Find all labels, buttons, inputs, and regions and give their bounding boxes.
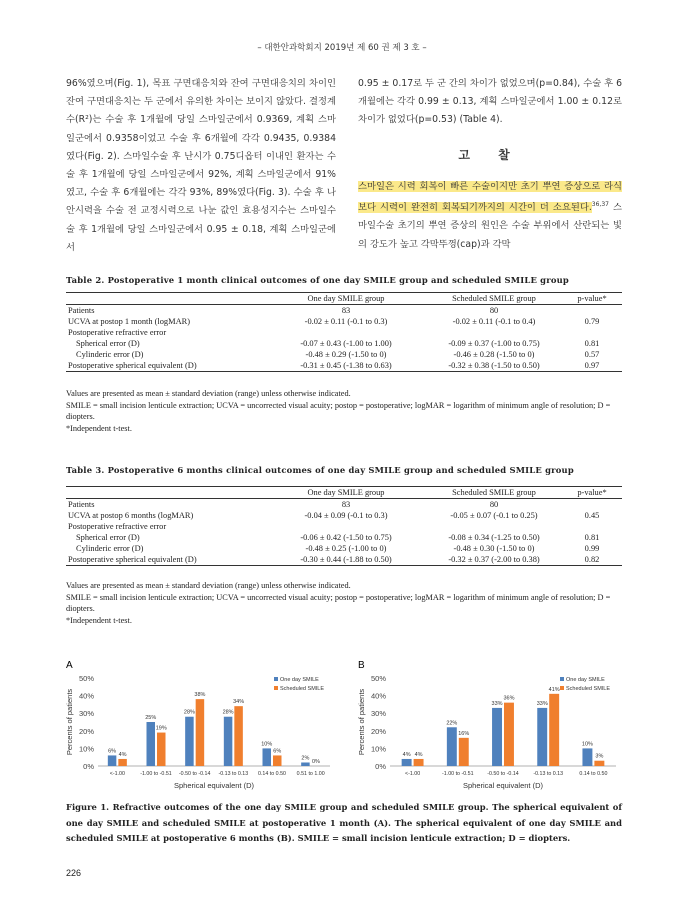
bar-one-day <box>582 748 592 766</box>
x-tick-label: 0.51 to 1.00 <box>296 771 325 777</box>
table3-cell-scheduled: -0.05 ± 0.07 (-0.1 to 0.25) <box>450 511 538 520</box>
table2-cell-pvalue: 0.57 <box>584 350 600 359</box>
table3-header-blank <box>66 487 266 499</box>
table3-row-label: Patients <box>68 500 95 509</box>
left-column <box>66 75 336 257</box>
bar-scheduled <box>118 759 127 766</box>
table3-row <box>66 510 622 521</box>
bar-data-label: 41% <box>548 686 560 693</box>
bar-data-label: 25% <box>145 715 157 721</box>
table3-cell-scheduled: -0.48 ± 0.30 (-1.50 to 0) <box>453 544 535 553</box>
x-tick-label: <-1.00 <box>109 771 125 777</box>
x-tick-label: -0.50 to -0.14 <box>487 771 519 777</box>
bar-data-label: 4% <box>414 751 423 758</box>
y-axis-label: Percents of patients <box>65 688 74 756</box>
table3-row-label: Spherical error (D) <box>76 533 140 542</box>
legend-label: Scheduled SMILE <box>280 686 325 692</box>
table2-cell-one-day: -0.48 ± 0.29 (-1.50 to 0) <box>305 350 387 359</box>
table2-cell-scheduled: -0.32 ± 0.38 (-1.50 to 0.50) <box>426 360 562 372</box>
bar-one-day <box>301 762 310 766</box>
bar-one-day <box>262 748 271 766</box>
legend-swatch <box>560 677 564 681</box>
table2-header-blank <box>66 293 266 305</box>
table3-row-label: Postoperative spherical equivalent (D) <box>66 554 266 566</box>
bar-one-day <box>146 722 155 766</box>
bar-data-label: 3% <box>595 753 604 760</box>
legend-label: One day SMILE <box>280 677 319 683</box>
section-title: 고 찰 <box>458 147 522 162</box>
table2-row <box>66 305 622 317</box>
table2-cell-one-day: 83 <box>341 306 351 315</box>
bar-scheduled <box>504 703 514 766</box>
table3-cell-one-day: -0.48 ± 0.25 (-1.00 to 0) <box>305 544 387 553</box>
y-tick-label: 30% <box>78 709 94 719</box>
reference-superscript: 36,37 <box>591 201 609 209</box>
bar-data-label: 4% <box>402 751 411 758</box>
bar-data-label: 0% <box>311 759 320 765</box>
table2-cell-pvalue: 0.97 <box>562 360 622 372</box>
bar-data-label: 38% <box>194 692 206 699</box>
y-tick-label: 10% <box>78 744 94 754</box>
table2-caption: Table 2. Postoperative 1 month clinical outcomes of one day SMILE group and scheduled SMILE group <box>66 275 569 285</box>
bar-data-label: 33% <box>536 700 548 707</box>
table2-note: Values are presented as mean ± standard deviation (range) unless otherwise indicated. <box>66 389 351 398</box>
x-tick-label: 0.14 to 0.50 <box>579 771 608 777</box>
table3-cell-scheduled: -0.08 ± 0.34 (-1.25 to 0.50) <box>448 533 540 542</box>
bar-scheduled <box>196 699 205 766</box>
y-axis-label: Percents of patients <box>357 688 366 756</box>
table3-header-scheduled: Scheduled SMILE group <box>426 487 562 499</box>
table2-notes <box>66 388 622 434</box>
table2-cell-pvalue: 0.79 <box>584 317 600 326</box>
bar-data-label: 10% <box>581 741 593 748</box>
bar-scheduled <box>157 733 166 766</box>
table2-cell-one-day <box>266 327 426 338</box>
table2-cell-pvalue <box>562 327 622 338</box>
bar-one-day <box>492 708 502 766</box>
table2-header-pvalue: p-value* <box>562 293 622 305</box>
bar-data-label: 6% <box>273 748 282 755</box>
x-axis-label: Spherical equivalent (D) <box>173 781 255 790</box>
table2-row-label: Postoperative spherical equivalent (D) <box>66 360 266 372</box>
figure-caption: Figure 1. Refractive outcomes of the one day SMILE group and scheduled SMILE group. The spherical equivalent of one day SMILE and scheduled SMILE at postoperative 1 month (A). The spherical equivalent of one day SMILE and scheduled SMILE at postoperative 6 months (B). SMILE = small incision lenticule extraction; D = diopters. <box>66 802 622 843</box>
table3-row <box>66 554 622 566</box>
table3-row <box>66 543 622 554</box>
table3-cell-pvalue <box>562 521 622 532</box>
table3-notes <box>66 580 622 626</box>
y-tick-label: 0% <box>375 762 386 771</box>
table2-row <box>66 349 622 360</box>
table3-row <box>66 532 622 543</box>
bar-data-label: 16% <box>458 730 470 737</box>
table3-cell-scheduled <box>426 521 562 532</box>
bar-one-day <box>108 755 117 766</box>
bar-scheduled <box>414 759 424 766</box>
table2-cell-one-day: -0.07 ± 0.43 (-1.00 to 1.00) <box>300 339 392 348</box>
table2-cell-pvalue: 0.81 <box>584 339 600 348</box>
x-tick-label: -0.50 to -0.14 <box>178 771 211 777</box>
right-column <box>358 75 622 254</box>
bar-data-label: 19% <box>155 725 167 732</box>
right-paragraph-1: 0.95 ± 0.17로 두 군 간의 차이가 없었으며(p=0.84), 수술 후 6개월에는 각각 0.99 ± 0.13, 계획 스마일군에서 1.00 ± 0.12로 차이가 없었다(p=0.53) (Table 4). <box>358 78 622 126</box>
bar-scheduled <box>459 738 469 766</box>
table3-cell-pvalue <box>562 499 622 511</box>
table3-cell-one-day: 83 <box>341 500 351 509</box>
bar-data-label: 33% <box>491 700 503 707</box>
table2-row-label: Cylinderic error (D) <box>76 350 144 359</box>
table2-header-row <box>66 293 622 305</box>
table3-row <box>66 499 622 511</box>
left-paragraph: 96%였으며(Fig. 1), 목표 구면대응치와 잔여 구면대응치의 차이인 잔여 구면대응치는 두 군에서 유의한 차이는 보이지 않았다. 결정계수(R²)는 수술 후 1개월에 당일 스마일군에서 0.9369, 계획 스마일군에서 0.9358이었고 수술 후 6개월에 각각 0.9435, 0.9384였다(Fig. 2). 스마일수술 후 난시가 0.75디옵터 이내인 환자는 수술 후 1개월에 당일 스마일군에서 92%, 계획 스마일군에서 91%였고, 수술 후 6개월에는 각각 93%, 89%였다(Fig. 3). 수술 후 나안시력을 수술 전 교정시력으로 나눈 값인 효용성지수는 스마일수술 후 1개월에 당일 스마일군에서 0.95 ± 0.18, 계획 스마일군에서 <box>66 78 336 253</box>
table3-cell-scheduled: 80 <box>489 500 499 509</box>
table2-row <box>66 360 622 372</box>
panel-label: A <box>66 660 73 671</box>
bar-data-label: 28% <box>222 709 234 716</box>
chart-panel-a <box>60 660 336 790</box>
table3-note: *Independent t-test. <box>66 615 132 625</box>
x-tick-label: -1.00 to -0.51 <box>140 771 172 777</box>
bar-one-day <box>185 717 194 766</box>
highlighted-text: 스마일은 시력 회복이 빠른 수술이지만 초기 뿌연 증상으로 라식보다 시력이 완전히 회복되기까지의 시간이 더 소요된다. <box>358 180 622 214</box>
y-tick-label: 20% <box>370 726 386 736</box>
table2-cell-scheduled: -0.46 ± 0.28 (-1.50 to 0) <box>453 350 535 359</box>
table2-row <box>66 327 622 338</box>
bar-one-day <box>447 727 457 766</box>
table3-row-label: Cylinderic error (D) <box>76 544 144 553</box>
table3 <box>66 486 622 566</box>
y-tick-label: 40% <box>78 691 94 701</box>
bar-data-label: 22% <box>446 720 458 727</box>
bar-one-day <box>537 708 547 766</box>
table3-row-label: UCVA at postop 6 months (logMAR) <box>68 511 194 520</box>
table2-row-label: Postoperative refractive error <box>68 328 167 337</box>
bar-data-label: 28% <box>183 709 195 716</box>
table3-header-row <box>66 487 622 499</box>
bar-data-label: 2% <box>301 755 310 762</box>
bar-data-label: 36% <box>503 695 515 702</box>
table2-row-label: UCVA at postop 1 month (logMAR) <box>68 317 190 326</box>
table2-row <box>66 316 622 327</box>
x-tick-label: <-1.00 <box>405 771 421 777</box>
panel-label: B <box>358 660 365 671</box>
table3-cell-pvalue: 0.82 <box>562 554 622 566</box>
table2-header-one-day: One day SMILE group <box>266 293 426 305</box>
y-tick-label: 0% <box>83 762 94 771</box>
table2-cell-scheduled <box>426 327 562 338</box>
table3-cell-scheduled: -0.32 ± 0.37 (-2.00 to 0.38) <box>426 554 562 566</box>
bar-scheduled <box>234 706 243 766</box>
table2-header-scheduled: Scheduled SMILE group <box>426 293 562 305</box>
right-paragraph-2 <box>358 178 622 254</box>
legend-label: Scheduled SMILE <box>566 686 611 692</box>
y-tick-label: 50% <box>78 674 94 683</box>
table2-cell-one-day: -0.02 ± 0.11 (-0.1 to 0.3) <box>304 317 388 326</box>
legend-swatch <box>560 686 564 690</box>
table2-row-label: Patients <box>68 306 95 315</box>
bar-data-label: 10% <box>261 741 273 748</box>
bar-scheduled <box>594 761 604 766</box>
y-tick-label: 50% <box>370 674 386 683</box>
y-tick-label: 10% <box>370 744 386 754</box>
legend-swatch <box>274 686 278 690</box>
table3-header-one-day: One day SMILE group <box>266 487 426 499</box>
bar-scheduled <box>549 694 559 766</box>
x-tick-label: -0.13 to 0.13 <box>533 771 564 777</box>
table2-note: *Independent t-test. <box>66 423 132 433</box>
y-tick-label: 40% <box>370 691 386 701</box>
bar-scheduled <box>273 755 282 766</box>
page-number: 226 <box>66 868 82 878</box>
table3-cell-pvalue: 0.45 <box>584 511 600 520</box>
table3-cell-pvalue: 0.99 <box>584 544 600 553</box>
table2-cell-pvalue <box>562 305 622 317</box>
table2-note: SMILE = small incision lenticule extraction; UCVA = uncorrected visual acuity; postop = postoperative; logMAR = logarithm of minimum angle of resolution; D = diopters. <box>66 400 611 421</box>
table2-row <box>66 338 622 349</box>
table3-header-pvalue: p-value* <box>562 487 622 499</box>
table3-row <box>66 521 622 532</box>
table3-cell-pvalue: 0.81 <box>584 533 600 542</box>
y-tick-label: 30% <box>370 709 386 719</box>
table3-cell-one-day: -0.06 ± 0.42 (-1.50 to 0.75) <box>300 533 392 542</box>
x-axis-label: Spherical equivalent (D) <box>462 781 544 790</box>
table3-row-label: Postoperative refractive error <box>68 522 167 531</box>
legend-label: One day SMILE <box>566 677 605 683</box>
x-tick-label: -1.00 to -0.51 <box>442 771 474 777</box>
journal-header: – 대한안과학회지 2019년 제 60 권 제 3 호 – <box>257 43 427 53</box>
table2-cell-scheduled: -0.02 ± 0.11 (-0.1 to 0.4) <box>452 317 536 326</box>
table2-cell-one-day: -0.31 ± 0.45 (-1.38 to 0.63) <box>266 360 426 372</box>
bar-data-label: 34% <box>233 699 245 706</box>
table3-cell-one-day <box>266 521 426 532</box>
table2-cell-scheduled: -0.09 ± 0.37 (-1.00 to 0.75) <box>448 339 540 348</box>
legend-swatch <box>274 677 278 681</box>
bar-one-day <box>224 717 233 766</box>
y-tick-label: 20% <box>78 726 94 736</box>
chart-panel-b <box>352 660 622 790</box>
bar-data-label: 6% <box>108 748 117 755</box>
table3-cell-one-day: -0.30 ± 0.44 (-1.88 to 0.50) <box>266 554 426 566</box>
table3-caption: Table 3. Postoperative 6 months clinical outcomes of one day SMILE group and scheduled SMILE group <box>66 465 574 475</box>
table2 <box>66 292 622 372</box>
table2-row-label: Spherical error (D) <box>76 339 140 348</box>
table2-cell-scheduled: 80 <box>489 306 499 315</box>
x-tick-label: 0.14 to 0.50 <box>258 771 286 777</box>
table3-cell-one-day: -0.04 ± 0.09 (-0.1 to 0.3) <box>304 511 388 520</box>
bar-one-day <box>402 759 412 766</box>
table3-note: SMILE = small incision lenticule extraction; UCVA = uncorrected visual acuity; postop = postoperative; logMAR = logarithm of minimum angle of resolution; D = diopters. <box>66 592 611 613</box>
bar-data-label: 4% <box>118 751 127 758</box>
table3-note: Values are presented as mean ± standard deviation (range) unless otherwise indicated. <box>66 581 351 590</box>
right-paragraph-2-text: 스마일수술 초기의 뿌연 증상의 원인은 수술 부위에서 산란되는 빛의 강도가 높고 각막뚜껑(cap)과 각막 <box>358 202 622 250</box>
x-tick-label: -0.13 to 0.13 <box>218 771 249 777</box>
